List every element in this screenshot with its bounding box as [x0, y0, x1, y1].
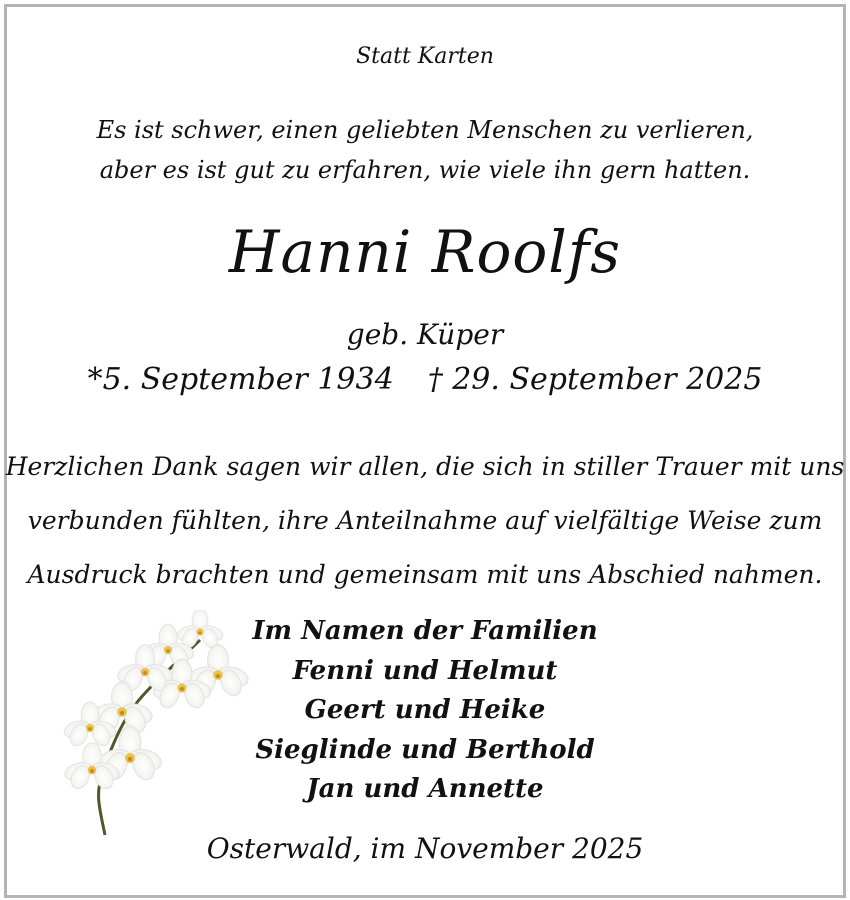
death-date: † 29. September 2025: [427, 362, 763, 397]
quote-line: aber es ist gut zu erfahren, wie viele ihn gern hatten.: [99, 156, 751, 184]
family-line: Fenni und Helmut: [292, 655, 558, 686]
family-line: Im Namen der Familien: [252, 616, 598, 646]
deceased-name: Hanni Roolfs: [228, 218, 622, 286]
thanks-line: Ausdruck brachten und gemeinsam mit uns Abschied nahmen.: [27, 560, 823, 589]
birth-name: geb. Küper: [346, 318, 504, 351]
quote-line: Es ist schwer, einen geliebten Menschen zu verlieren,: [96, 116, 754, 144]
thanks-line: Herzlichen Dank sagen wir allen, die sich in stiller Trauer mit uns: [5, 452, 845, 481]
quote: [0, 110, 850, 190]
family-signatures: [200, 612, 650, 810]
place-date: Osterwald, im November 2025: [206, 832, 644, 865]
family-line: Jan und Annette: [306, 774, 544, 804]
family-line: Geert und Heike: [304, 695, 546, 725]
thanks-text: [0, 440, 850, 602]
life-dates: [0, 362, 850, 397]
thanks-line: verbunden fühlten, ihre Anteilnahme auf vielfältige Weise zum: [27, 506, 823, 535]
header-text: Statt Karten: [356, 44, 494, 69]
family-line: Sieglinde und Berthold: [255, 734, 595, 765]
birth-date: *5. September 1934: [87, 362, 394, 397]
